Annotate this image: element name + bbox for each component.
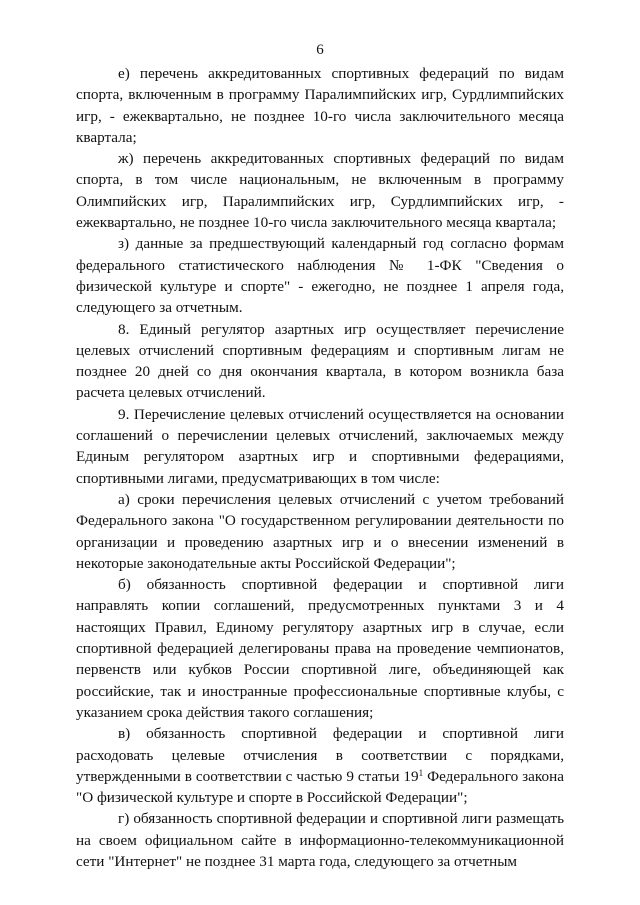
paragraph-item-e: е) перечень аккредитованных спортивных федераций по видам спорта, включенным в программу Паралимпийских игр, Сурдлимпийских игр, - ежеквартально, не позднее 10-го числа заключительного месяца квартала; [76,65,564,146]
paragraph-item-zh: ж) перечень аккредитованных спортивных федераций по видам спорта, в том числе национальным, не включенным в программу Олимпийских игр, Паралимпийских игр, Сурдлимпийских игр, - ежеквартально, не позднее 10-го числа заключительного месяца квартала; [76,150,564,232]
page-number: 6 [316,42,324,58]
paragraph-item-b: б) обязанность спортивной федерации и спортивной лиги направлять копии соглашений, предусмотренных пунктами 3 и 4 настоящих Правил, Единому регулятору азартных игр в случае, если спортивной федерацией делегированы права на проведение чемпионатов, первенств или кубков России спортивной лиге, объединяющей как российские, так и иностранные профессиональные спортивные клубы, с указанием срока действия такого соглашения; [76,576,564,721]
paragraph-clause-9: 9. Перечисление целевых отчислений осуществляется на основании соглашений о перечислении целевых отчислений, заключаемых между Единым регулятором азартных игр и спортивными федерациями, спортивными лигами, предусматривающих в том числе: [76,405,564,487]
document-body [76,63,564,872]
superscript-marker: 1 [418,767,424,778]
paragraph-item-v-text-end: Федерального закона "О физической культуре и спорте в Российской Федерации"; [76,767,564,807]
paragraph-item-v-text: в) обязанность спортивной федерации и спортивной лиги расходовать целевые отчисления в соответствии с порядками, утвержденными в соответствии с частью 9 статьи 19 [76,725,564,785]
paragraph-item-v [76,723,564,808]
paragraph-item-z: з) данные за предшествующий календарный год согласно формам федерального статистического наблюдения № 1-ФК "Сведения о физической культуре и спорте" - ежегодно, не позднее 1 апреля года, следующего за отчетным. [76,235,564,317]
paragraph-item-g: г) обязанность спортивной федерации и спортивной лиги размещать на своем официальном сайте в информационно-телекоммуникационной сети "Интернет" не позднее 31 марта года, следующего за отчетным [76,810,564,870]
paragraph-item-a: а) сроки перечисления целевых отчислений с учетом требований Федерального закона "О государственном регулировании деятельности по организации и проведению азартных игр и о внесении изменений в некоторые законодательные акты Российской Федерации"; [76,490,564,572]
paragraph-clause-8: 8. Единый регулятор азартных игр осуществляет перечисление целевых отчислений спортивным федерациям и спортивным лигам не позднее 20 дней со дня окончания квартала, в котором возникла база расчета целевых отчислений. [76,320,564,402]
